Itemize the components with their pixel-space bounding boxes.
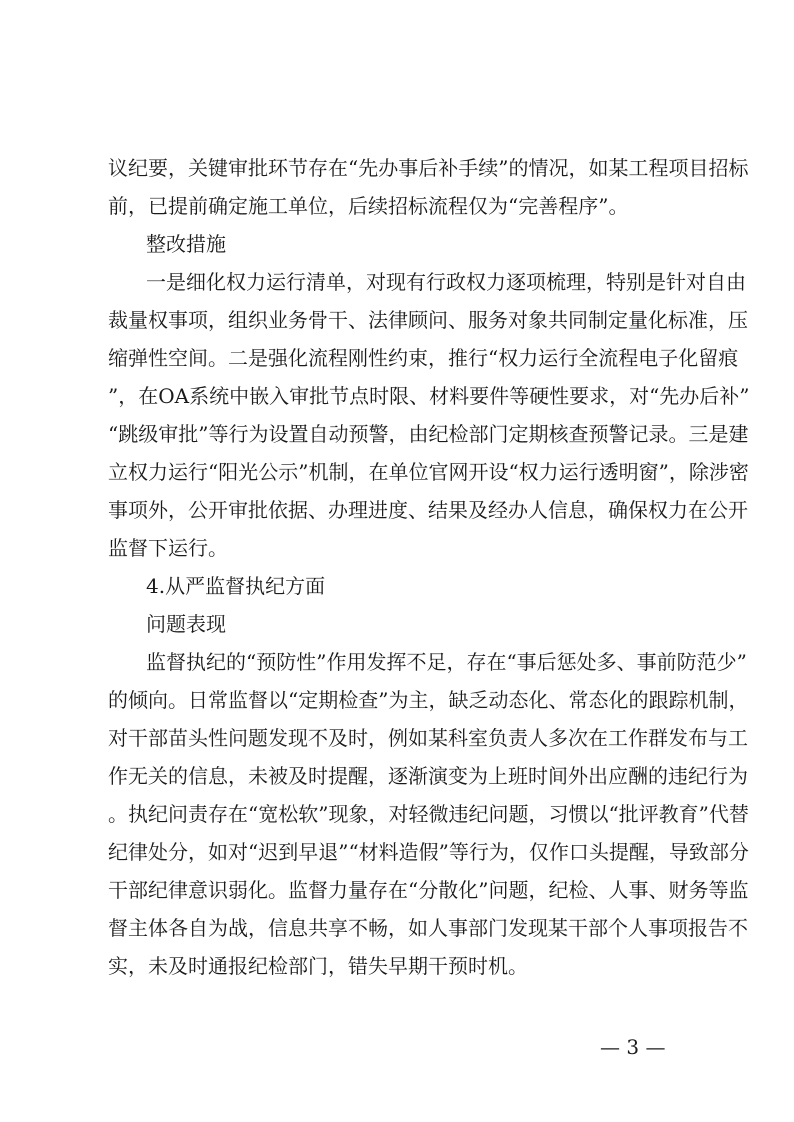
section-heading-supervision: 4.从严监督执纪方面 [146,574,326,598]
text-line-4: 一是细化权力运行清单，对现有行政权力逐项梳理，特别是针对自由 [146,270,746,294]
text-line-20: 干部纪律意识弱化。监督力量存在“分散化”问题，纪检、人事、财务等监 [108,878,749,902]
text-line-19: 纪律处分，如对“迟到早退”“材料造假”等行为，仅作口头提醒，导致部分 [108,840,749,864]
text-line-2: 前，已提前确定施工单位，后续招标流程仅为“完善程序”。 [108,194,629,218]
text-line-9: 立权力运行“阳光公示”机制，在单位官网开设“权力运行透明窗”，除涉密 [108,460,749,484]
text-line-22: 实，未及时通报纪检部门，错失早期干预时机。 [108,954,528,978]
section-heading-problems: 问题表现 [146,612,226,636]
text-line-10: 事项外，公开审批依据、办理进度、结果及经办人信息，确保权力在公开 [108,498,748,522]
text-line-15: 的倾向。日常监督以“定期检查”为主，缺乏动态化、常态化的跟踪机制， [108,688,749,712]
text-line-8: “跳级审批”等行为设置自动预警，由纪检部门定期核查预警记录。三是建 [108,422,749,446]
page-number: — 3 — [600,1035,666,1059]
text-line-6: 缩弹性空间。二是强化流程刚性约束，推行“权力运行全流程电子化留痕 [108,346,739,370]
text-line-14: 监督执纪的“预防性”作用发挥不足，存在“事后惩处多、事前防范少” [146,650,747,674]
section-heading-rectification: 整改措施 [146,232,226,256]
text-line-5: 裁量权事项，组织业务骨干、法律顾问、服务对象共同制定量化标准，压 [108,308,748,332]
text-line-7: ”，在OA系统中嵌入审批节点时限、材料要件等硬性要求，对“先办后补” [108,384,750,408]
text-line-1: 议纪要，关键审批环节存在“先办事后补手续”的情况，如某工程项目招标 [108,156,749,180]
text-line-21: 督主体各自为战，信息共享不畅，如人事部门发现某干部个人事项报告不 [108,916,748,940]
text-line-18: 。执纪问责存在“宽松软”现象，对轻微违纪问题，习惯以“批评教育”代替 [108,802,749,826]
text-line-17: 作无关的信息，未被及时提醒，逐渐演变为上班时间外出应酬的违纪行为 [108,764,748,788]
text-line-11: 监督下运行。 [108,536,228,560]
text-line-16: 对干部苗头性问题发现不及时，例如某科室负责人多次在工作群发布与工 [108,726,748,750]
